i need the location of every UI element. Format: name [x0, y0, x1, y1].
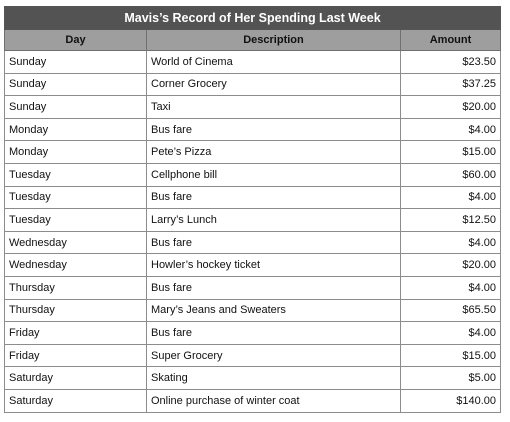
cell-description: Skating [147, 367, 401, 390]
cell-day: Sunday [5, 73, 147, 96]
cell-day: Thursday [5, 299, 147, 322]
cell-amount: $20.00 [401, 96, 501, 119]
table-row [5, 51, 501, 74]
cell-amount: $23.50 [401, 51, 501, 74]
table-row [5, 276, 501, 299]
cell-amount: $4.00 [401, 322, 501, 345]
cell-day: Sunday [5, 96, 147, 119]
cell-description: Howler’s hockey ticket [147, 254, 401, 277]
cell-amount: $12.50 [401, 209, 501, 232]
table-row [5, 209, 501, 232]
cell-description: Pete’s Pizza [147, 141, 401, 164]
cell-day: Friday [5, 344, 147, 367]
cell-amount: $60.00 [401, 163, 501, 186]
table-title-row [5, 7, 501, 30]
column-header-amount: Amount [401, 30, 501, 51]
cell-amount: $4.00 [401, 118, 501, 141]
cell-day: Saturday [5, 389, 147, 412]
cell-day: Wednesday [5, 231, 147, 254]
column-header-day: Day [5, 30, 147, 51]
cell-description: Cellphone bill [147, 163, 401, 186]
cell-amount: $140.00 [401, 389, 501, 412]
cell-day: Thursday [5, 276, 147, 299]
cell-day: Wednesday [5, 254, 147, 277]
table-row [5, 163, 501, 186]
cell-description: Bus fare [147, 186, 401, 209]
column-header-row [5, 30, 501, 51]
cell-amount: $37.25 [401, 73, 501, 96]
table-row [5, 254, 501, 277]
cell-description: Corner Grocery [147, 73, 401, 96]
cell-amount: $5.00 [401, 367, 501, 390]
table-row [5, 389, 501, 412]
cell-amount: $4.00 [401, 186, 501, 209]
cell-day: Tuesday [5, 209, 147, 232]
cell-description: Bus fare [147, 231, 401, 254]
cell-amount: $4.00 [401, 276, 501, 299]
cell-description: Super Grocery [147, 344, 401, 367]
cell-description: Mary’s Jeans and Sweaters [147, 299, 401, 322]
cell-day: Friday [5, 322, 147, 345]
table-row [5, 344, 501, 367]
cell-day: Monday [5, 141, 147, 164]
table-row [5, 322, 501, 345]
cell-description: Online purchase of winter coat [147, 389, 401, 412]
table-row [5, 141, 501, 164]
table-row [5, 231, 501, 254]
cell-description: Larry’s Lunch [147, 209, 401, 232]
table-row [5, 186, 501, 209]
column-header-description: Description [147, 30, 401, 51]
cell-amount: $15.00 [401, 141, 501, 164]
table-row [5, 118, 501, 141]
cell-amount: $4.00 [401, 231, 501, 254]
table-row [5, 73, 501, 96]
table-row [5, 367, 501, 390]
cell-day: Saturday [5, 367, 147, 390]
spending-table [4, 6, 501, 413]
cell-day: Monday [5, 118, 147, 141]
cell-description: Bus fare [147, 276, 401, 299]
cell-description: Bus fare [147, 118, 401, 141]
cell-description: Bus fare [147, 322, 401, 345]
cell-day: Tuesday [5, 163, 147, 186]
cell-amount: $65.50 [401, 299, 501, 322]
spending-table-container [4, 6, 500, 413]
table-row [5, 299, 501, 322]
cell-description: World of Cinema [147, 51, 401, 74]
cell-description: Taxi [147, 96, 401, 119]
cell-day: Sunday [5, 51, 147, 74]
cell-day: Tuesday [5, 186, 147, 209]
cell-amount: $15.00 [401, 344, 501, 367]
cell-amount: $20.00 [401, 254, 501, 277]
table-title: Mavis’s Record of Her Spending Last Week [5, 7, 501, 30]
table-row [5, 96, 501, 119]
